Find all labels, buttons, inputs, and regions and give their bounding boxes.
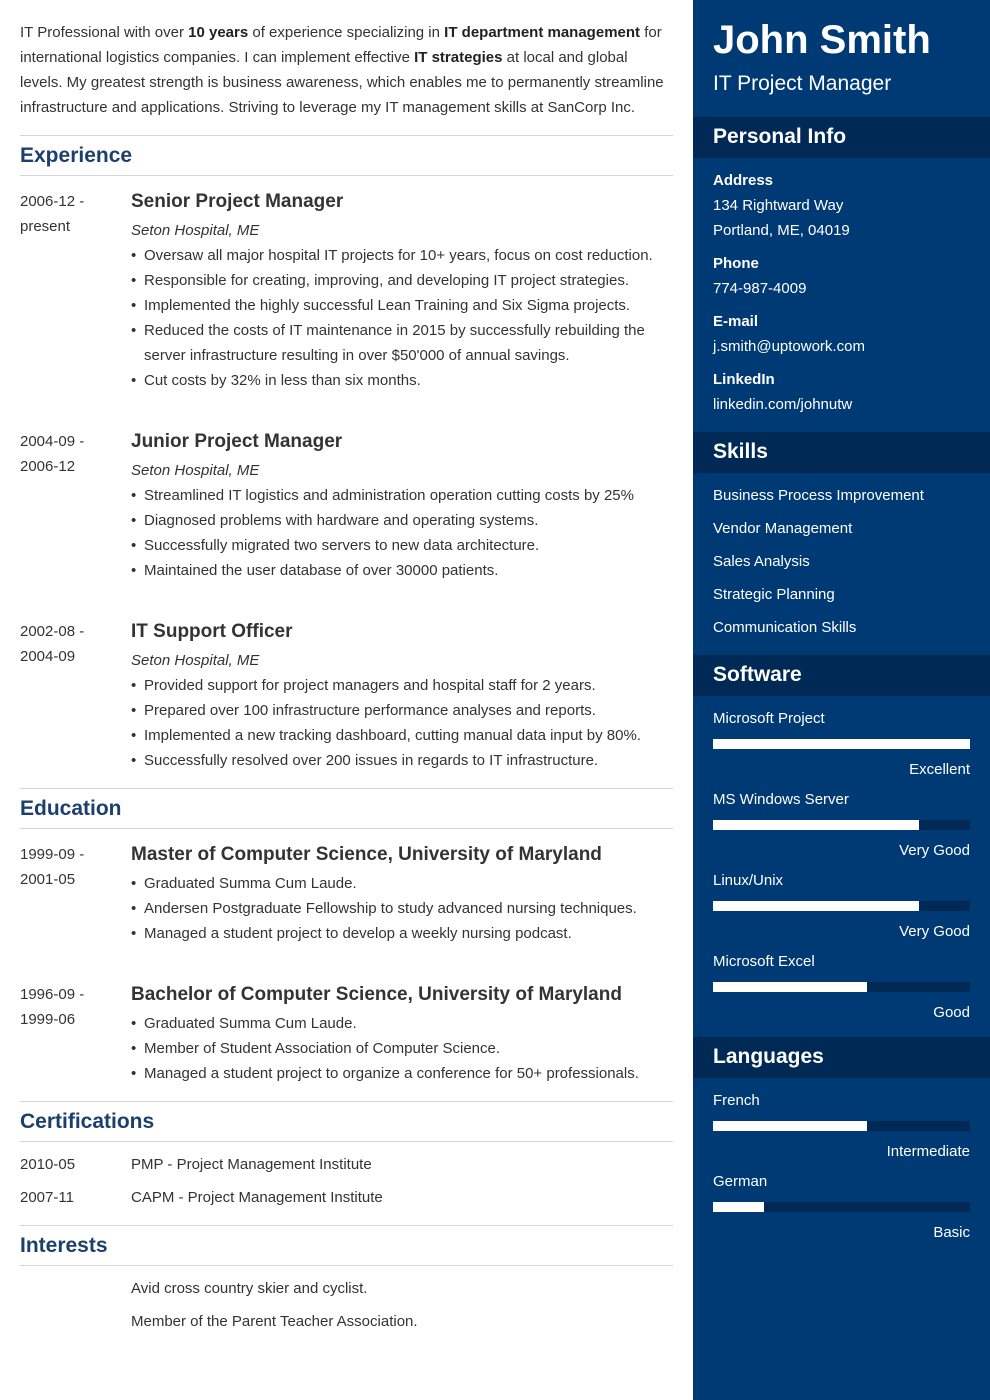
software-name: Microsoft Excel (713, 953, 815, 970)
software-name: MS Windows Server (713, 791, 849, 808)
skill-item: Strategic Planning (713, 586, 835, 603)
date-start: 2006-12 - (20, 193, 85, 210)
date-start: 2002-08 - (20, 623, 85, 640)
list-item: • Implemented a new tracking dashboard, cutting manual data input by 80%. (131, 723, 673, 748)
bullet-list (131, 483, 673, 583)
certification-date: 2007-11 (20, 1189, 74, 1206)
candidate-title: IT Project Manager (713, 72, 892, 95)
section-title: Certifications (20, 1110, 155, 1133)
list-item: • Andersen Postgraduate Fellowship to study advanced nursing techniques. (131, 896, 673, 921)
job-title: Junior Project Manager (131, 431, 343, 452)
entry-body (131, 982, 673, 1086)
job-title: IT Support Officer (131, 621, 293, 642)
linkedin-label: LinkedIn (713, 371, 775, 388)
language-meter (713, 1088, 970, 1164)
software-meter (713, 787, 970, 863)
level-bar (713, 982, 970, 992)
sidebar (693, 0, 990, 1400)
certification-name: PMP - Project Management Institute (131, 1156, 372, 1173)
level-bar-fill (713, 982, 867, 992)
address-line: 134 Rightward Way (713, 197, 844, 214)
address-label: Address (713, 172, 774, 189)
software-name: Microsoft Project (713, 710, 825, 727)
software-meter (713, 949, 970, 1025)
list-item: • Oversaw all major hospital IT projects for 10+ years, focus on cost reduction. (131, 243, 673, 268)
section-title: Languages (713, 1045, 824, 1068)
entry-body (131, 429, 673, 583)
level-label: Basic (933, 1224, 970, 1241)
list-item: • Provided support for project managers and hospital staff for 2 years. (131, 673, 673, 698)
phone-value: 774-987-4009 (713, 280, 807, 297)
skill-item: Communication Skills (713, 619, 857, 636)
software-meter (713, 868, 970, 944)
bullet-list (131, 243, 673, 393)
email-label: E-mail (713, 313, 759, 330)
level-bar (713, 739, 970, 749)
list-item: • Graduated Summa Cum Laude. (131, 871, 673, 896)
level-bar-fill (713, 1121, 867, 1131)
skill-item: Vendor Management (713, 520, 853, 537)
list-item: • Responsible for creating, improving, and developing IT project strategies. (131, 268, 673, 293)
list-item: • Member of Student Association of Computer Science. (131, 1036, 673, 1061)
section-title: Personal Info (713, 125, 847, 148)
entry-date (20, 842, 120, 892)
skill-item: Sales Analysis (713, 553, 810, 570)
list-item: • Implemented the highly successful Lean Training and Six Sigma projects. (131, 293, 673, 318)
certifications-heading (20, 1101, 673, 1142)
summary (20, 20, 673, 120)
software-name: Linux/Unix (713, 872, 784, 889)
language-meter (713, 1169, 970, 1245)
date-start: 1999-09 - (20, 846, 85, 863)
degree-title: Bachelor of Computer Science, University of Maryland (131, 984, 622, 1005)
list-item: • Successfully resolved over 200 issues in regards to IT infrastructure. (131, 748, 673, 773)
entry-body (131, 842, 673, 946)
level-bar-fill (713, 1202, 764, 1212)
summary-text: at local and global levels. My greatest strength is business awareness, which enables me to permanently streamline infrastructure and applications. Striving to leverage my IT management skills at SanCorp Inc. (20, 49, 664, 116)
level-bar-fill (713, 739, 970, 749)
email-value[interactable]: j.smith@uptowork.com (713, 338, 865, 355)
level-bar (713, 901, 970, 911)
date-start: 2004-09 - (20, 433, 85, 450)
level-label: Excellent (909, 761, 970, 778)
entry-body (131, 619, 673, 773)
personal-info-heading (693, 117, 990, 158)
date-end: 2001-05 (20, 871, 76, 888)
entry-date (20, 619, 120, 669)
employer: Seton Hospital, ME (131, 652, 260, 669)
certification-date: 2010-05 (20, 1156, 76, 1173)
level-bar (713, 820, 970, 830)
list-item: • Managed a student project to develop a weekly nursing podcast. (131, 921, 673, 946)
job-title: Senior Project Manager (131, 191, 344, 212)
experience-heading (20, 135, 673, 176)
linkedin-value[interactable]: linkedin.com/johnutw (713, 396, 853, 413)
list-item: • Cut costs by 32% in less than six months. (131, 368, 673, 393)
list-item: • Maintained the user database of over 30000 patients. (131, 558, 673, 583)
list-item: • Reduced the costs of IT maintenance in 2015 by successfully rebuilding the server infrastructure resulting in over $50'000 of annual savings. (131, 318, 673, 368)
education-heading (20, 788, 673, 829)
language-name: German (713, 1173, 768, 1190)
level-bar (713, 1121, 970, 1131)
level-bar-fill (713, 901, 919, 911)
level-bar (713, 1202, 970, 1212)
entry-date (20, 982, 120, 1032)
date-end: 1999-06 (20, 1011, 76, 1028)
address-line: Portland, ME, 04019 (713, 222, 850, 239)
candidate-name: John Smith (713, 18, 931, 62)
entry-body (131, 189, 673, 393)
section-title: Software (713, 663, 802, 686)
bullet-list (131, 673, 673, 773)
phone-label: Phone (713, 255, 759, 272)
software-meter (713, 706, 970, 782)
interest-row (20, 1276, 673, 1301)
interest-text: Avid cross country skier and cyclist. (131, 1280, 368, 1297)
entry-date (20, 429, 120, 479)
skills-heading (693, 432, 990, 473)
level-label: Good (933, 1004, 970, 1021)
interests-heading (20, 1225, 673, 1266)
interest-text: Member of the Parent Teacher Association. (131, 1313, 418, 1330)
list-item: • Managed a student project to organize a conference for 50+ professionals. (131, 1061, 673, 1086)
level-label: Very Good (899, 923, 970, 940)
summary-highlight: IT department management (444, 24, 641, 41)
list-item: • Graduated Summa Cum Laude. (131, 1011, 673, 1036)
section-title: Interests (20, 1234, 108, 1257)
section-title: Experience (20, 144, 133, 167)
section-title: Education (20, 797, 122, 820)
level-label: Intermediate (886, 1143, 970, 1160)
date-end: 2004-09 (20, 648, 76, 665)
summary-highlight: 10 years (188, 24, 249, 41)
skill-item: Business Process Improvement (713, 487, 924, 504)
summary-text: IT Professional with over (20, 24, 189, 41)
degree-title: Master of Computer Science, University of Maryland (131, 844, 602, 865)
bullet-list (131, 1011, 673, 1086)
list-item: • Diagnosed problems with hardware and operating systems. (131, 508, 673, 533)
employer: Seton Hospital, ME (131, 222, 260, 239)
employer: Seton Hospital, ME (131, 462, 260, 479)
summary-highlight: IT strategies (414, 49, 503, 66)
date-end: 2006-12 (20, 458, 76, 475)
summary-text: for international logistics companies. I can implement effective (20, 24, 662, 66)
languages-heading (693, 1037, 990, 1078)
date-start: 1996-09 - (20, 986, 85, 1003)
entry-date (20, 189, 120, 239)
language-name: French (713, 1092, 760, 1109)
bullet-list (131, 871, 673, 946)
date-end: present (20, 218, 71, 235)
certification-row (20, 1152, 673, 1177)
certification-row (20, 1185, 673, 1210)
interest-row (20, 1309, 673, 1334)
list-item: • Streamlined IT logistics and administration operation cutting costs by 25% (131, 483, 673, 508)
section-title: Skills (713, 440, 768, 463)
level-label: Very Good (899, 842, 970, 859)
level-bar-fill (713, 820, 919, 830)
certification-name: CAPM - Project Management Institute (131, 1189, 383, 1206)
list-item: • Prepared over 100 infrastructure performance analyses and reports. (131, 698, 673, 723)
summary-text: of experience specializing in (248, 24, 445, 41)
list-item: • Successfully migrated two servers to new data architecture. (131, 533, 673, 558)
software-heading (693, 655, 990, 696)
